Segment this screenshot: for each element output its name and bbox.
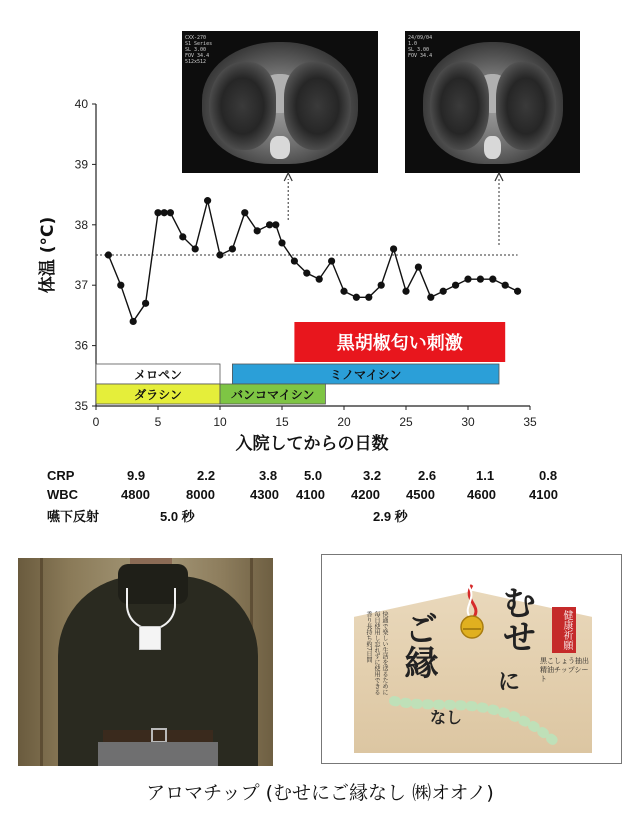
crp-value: 3.8	[259, 468, 278, 483]
drug-bar-label: バンコマイシン	[230, 388, 315, 402]
temperature-point	[440, 288, 447, 295]
y-tick-label: 39	[74, 157, 88, 172]
wbc-value: 4300	[250, 487, 279, 502]
temperature-point	[328, 257, 335, 264]
ct-arrows	[284, 173, 503, 245]
wbc-value: 4200	[351, 487, 380, 502]
person-photo	[18, 558, 273, 766]
temperature-point	[266, 221, 273, 228]
x-tick-label: 25	[399, 415, 413, 429]
temperature-point	[142, 300, 149, 307]
drug-bars	[96, 322, 505, 404]
temperature-point	[452, 282, 459, 289]
product-big-text-3: ご縁	[398, 611, 438, 679]
temperature-point	[216, 251, 223, 258]
temperature-point	[489, 276, 496, 283]
crp-value: 2.6	[418, 468, 437, 483]
temperature-point	[154, 209, 161, 216]
product-big-text-4: なし	[430, 708, 463, 727]
temperature-point	[117, 282, 124, 289]
belt-buckle	[151, 728, 167, 743]
temperature-point	[390, 245, 397, 252]
temperature-point	[502, 282, 509, 289]
temperature-point	[514, 288, 521, 295]
temperature-point	[192, 245, 199, 252]
drug-bar-label: ダラシン	[134, 388, 182, 402]
drug-bar-label: ミノマイシン	[329, 368, 402, 382]
y-axis-label: 体温 (°C)	[38, 216, 58, 294]
x-tick-label: 15	[275, 415, 289, 429]
temperature-point	[477, 276, 484, 283]
temperature-point	[272, 221, 279, 228]
x-tick-label: 0	[92, 415, 100, 429]
crp-value: 1.1	[476, 468, 495, 483]
temperature-point	[179, 233, 186, 240]
y-tick-label: 40	[74, 97, 88, 111]
caption: アロマチップ (むせにご縁なし ㈱オオノ)	[146, 782, 494, 804]
drug-bar-label: メロペン	[133, 368, 183, 382]
temperature-point	[167, 209, 174, 216]
temperature-point	[427, 294, 434, 301]
swallow-before-value: 5.0 秒	[160, 509, 195, 524]
aroma-chip-tag	[139, 626, 161, 650]
temperature-point	[353, 294, 360, 301]
x-tick-label: 10	[213, 415, 227, 429]
temperature-point	[278, 239, 285, 246]
product-left-text: 快適で楽しい生活を送るために毎日使用し忘れずに使用できる香り長持ち約7日間	[365, 611, 388, 695]
temperature-point	[254, 227, 261, 234]
ct-left-meta: CXX-270 S1 Series SL 3.00 FOV 34.4 512x512	[185, 35, 213, 65]
temperature-point	[378, 282, 385, 289]
product-big-text-2: に	[498, 669, 521, 695]
temperature-point	[402, 288, 409, 295]
temperature-point	[365, 294, 372, 301]
wbc-value: 8000	[186, 487, 215, 502]
temperature-point	[241, 209, 248, 216]
crp-label: CRP	[47, 468, 75, 483]
y-tick-label: 36	[74, 338, 88, 353]
swallow-after-value: 2.9 秒	[373, 509, 408, 524]
crp-value: 2.2	[197, 468, 216, 483]
wbc-label: WBC	[47, 487, 79, 502]
wbc-value: 4600	[467, 487, 496, 502]
ct-right-meta: 24/09/04 1.0 SL 3.00 FOV 34.4	[408, 35, 433, 59]
crp-value: 5.0	[304, 468, 323, 483]
temperature-point	[105, 251, 112, 258]
temperature-point	[204, 197, 211, 204]
wbc-value: 4800	[121, 487, 150, 502]
product-right-text: 黒こしょう抽出精油チップシート	[540, 657, 589, 683]
temperature-point	[291, 257, 298, 264]
health-prayer-badge: 健康祈願	[552, 607, 576, 653]
x-tick-label: 20	[337, 415, 351, 429]
temperature-point	[130, 318, 137, 325]
wbc-value: 4100	[529, 487, 558, 502]
temperature-point	[340, 288, 347, 295]
x-tick-label: 5	[154, 415, 162, 429]
x-tick-label: 30	[461, 415, 475, 429]
crp-value: 9.9	[127, 468, 146, 483]
swallow-reflex-label: 嚥下反射	[47, 509, 100, 524]
temperature-point	[316, 276, 323, 283]
product-big-text-1: むせ	[496, 585, 536, 653]
pants	[98, 742, 218, 766]
temperature-line	[108, 201, 517, 322]
temperature-point	[415, 263, 422, 270]
crp-value: 0.8	[539, 468, 558, 483]
x-tick-label: 35	[523, 415, 537, 429]
crp-value: 3.2	[363, 468, 382, 483]
y-tick-label: 37	[74, 278, 88, 293]
wbc-value: 4100	[296, 487, 325, 502]
x-axis-label: 入院してからの日数	[235, 434, 389, 454]
y-tick-label: 35	[74, 399, 88, 413]
temperature-point	[161, 209, 168, 216]
product-image	[321, 554, 622, 764]
temperature-point	[464, 276, 471, 283]
wbc-value: 4500	[406, 487, 435, 502]
y-tick-label: 38	[74, 217, 88, 232]
temperature-point	[303, 270, 310, 277]
temperature-series	[105, 197, 521, 325]
temperature-point	[229, 245, 236, 252]
stimulus-bar-label: 黒胡椒匂い刺激	[336, 333, 463, 354]
